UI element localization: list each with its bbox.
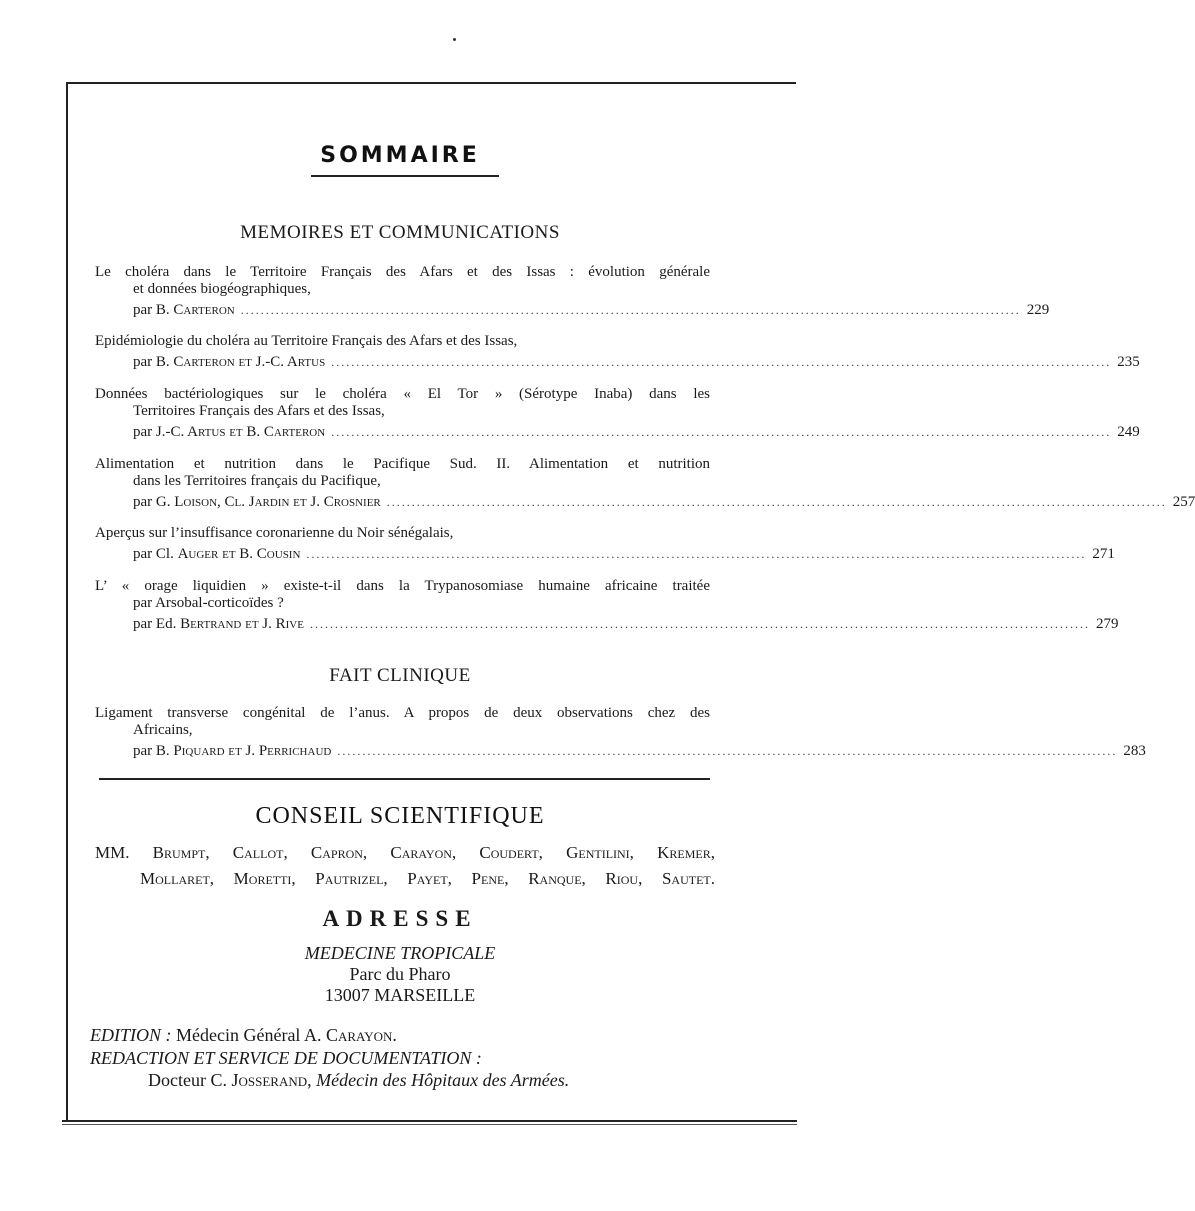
toc-entry bbox=[95, 264, 1050, 319]
address-street: Parc du Pharo bbox=[349, 964, 451, 984]
toc-entry bbox=[95, 525, 1115, 563]
entry-title-line1: Alimentation et nutrition dans le Pacifique Sud. II. Alimentation et nutrition bbox=[95, 456, 710, 472]
toc-entry bbox=[95, 456, 1195, 511]
entry-page: 283 bbox=[1123, 743, 1146, 759]
address-city: 13007 MARSEILLE bbox=[324, 985, 476, 1005]
entry-page: 229 bbox=[1026, 302, 1050, 318]
edition-line bbox=[90, 1025, 397, 1046]
entry-authors: par J.-C. Artus et B. Carteron bbox=[133, 424, 326, 440]
entry-title-line1: Aperçus sur l’insuffisance coronarienne du Noir sénégalais, bbox=[95, 525, 454, 541]
conseil-members-line1: MM. Brumpt, Callot, Capron, Carayon, Coudert, Gentilini, Kremer, bbox=[95, 843, 715, 862]
entry-title-line2: dans les Territoires français du Pacifique, bbox=[133, 473, 381, 489]
documentation-line: Docteur C. Josserand, Médecin des Hôpitaux des Armées. bbox=[148, 1070, 570, 1090]
entry-title-line1: Epidémiologie du choléra au Territoire Français des Afars et des Issas, bbox=[95, 333, 518, 349]
entry-title-line1: L’ « orage liquidien » existe-t-il dans la Trypanosomiase humaine africaine traitée bbox=[95, 578, 710, 594]
entry-title-line2: et données biogéographiques, bbox=[133, 281, 311, 297]
page-mark-dot bbox=[453, 38, 456, 41]
conseil-title: CONSEIL SCIENTIFIQUE bbox=[255, 803, 545, 829]
redaction-label: REDACTION ET SERVICE DE DOCUMENTATION : bbox=[90, 1048, 482, 1068]
dot-leader: ............................................................................................................................................................ bbox=[337, 744, 1118, 758]
entry-title-line2: Territoires Français des Afars et des Issas, bbox=[133, 403, 385, 419]
adresse-title: ADRESSE bbox=[322, 906, 478, 931]
entry-page: 257 bbox=[1172, 494, 1195, 510]
frame-top-rule bbox=[744, 82, 796, 84]
entry-page: 235 bbox=[1117, 354, 1140, 370]
dot-leader: ............................................................................................................................................................ bbox=[240, 303, 1021, 317]
entry-title-line2: par Arsobal-corticoïdes ? bbox=[133, 595, 284, 611]
toc-entry bbox=[95, 705, 1146, 760]
entry-authors: par B. Carteron bbox=[133, 302, 235, 318]
toc-entry bbox=[95, 578, 1119, 633]
title-underline bbox=[311, 175, 499, 177]
toc-entry bbox=[95, 386, 1140, 441]
frame-bottom-rule bbox=[62, 1120, 797, 1122]
dot-leader: ............................................................................................................................................................ bbox=[386, 495, 1167, 509]
entry-title-line2: Africains, bbox=[133, 722, 193, 738]
entry-authors: par Ed. Bertrand et J. Rive bbox=[133, 616, 304, 632]
frame-bottom-rule-thin bbox=[62, 1124, 797, 1125]
entry-title-line1: Ligament transverse congénital de l’anus. A propos de deux observations chez des bbox=[95, 705, 710, 721]
section-divider bbox=[99, 778, 710, 780]
toc-entry bbox=[95, 333, 1140, 371]
entry-title-line1: Le choléra dans le Territoire Français des Afars et des Issas : évolution générale bbox=[95, 264, 710, 280]
page-title: SOMMAIRE bbox=[320, 143, 480, 168]
section-memoires-title: MEMOIRES ET COMMUNICATIONS bbox=[240, 222, 560, 243]
address-journal: MEDECINE TROPICALE bbox=[304, 943, 496, 963]
entry-title-line1: Données bactériologiques sur le choléra « El Tor » (Sérotype Inaba) dans les bbox=[95, 386, 710, 402]
entry-page: 249 bbox=[1117, 424, 1140, 440]
dot-leader: ............................................................................................................................................................ bbox=[331, 355, 1112, 369]
section-fait-clinique-title: FAIT CLINIQUE bbox=[329, 665, 471, 686]
dot-leader: ............................................................................................................................................................ bbox=[331, 425, 1112, 439]
dot-leader: ............................................................................................................................................................ bbox=[309, 617, 1090, 631]
entry-authors: par G. Loison, Cl. Jardin et J. Crosnier bbox=[133, 494, 381, 510]
entry-page: 279 bbox=[1095, 616, 1119, 632]
conseil-members-line2: Mollaret, Moretti, Pautrizel, Payet, Pene, Ranque, Riou, Sautet. bbox=[140, 869, 715, 888]
entry-authors: par B. Carteron et J.-C. Artus bbox=[133, 354, 326, 370]
redaction-line bbox=[90, 1048, 482, 1069]
dot-leader: ............................................................................................................................................................ bbox=[306, 547, 1087, 561]
edition-text: Médecin Général A. Carayon. bbox=[176, 1025, 397, 1045]
edition-label: EDITION : bbox=[90, 1025, 172, 1045]
entry-page: 271 bbox=[1092, 546, 1115, 562]
entry-authors: par B. Piquard et J. Perrichaud bbox=[133, 743, 332, 759]
entry-authors: par Cl. Auger et B. Cousin bbox=[133, 546, 301, 562]
